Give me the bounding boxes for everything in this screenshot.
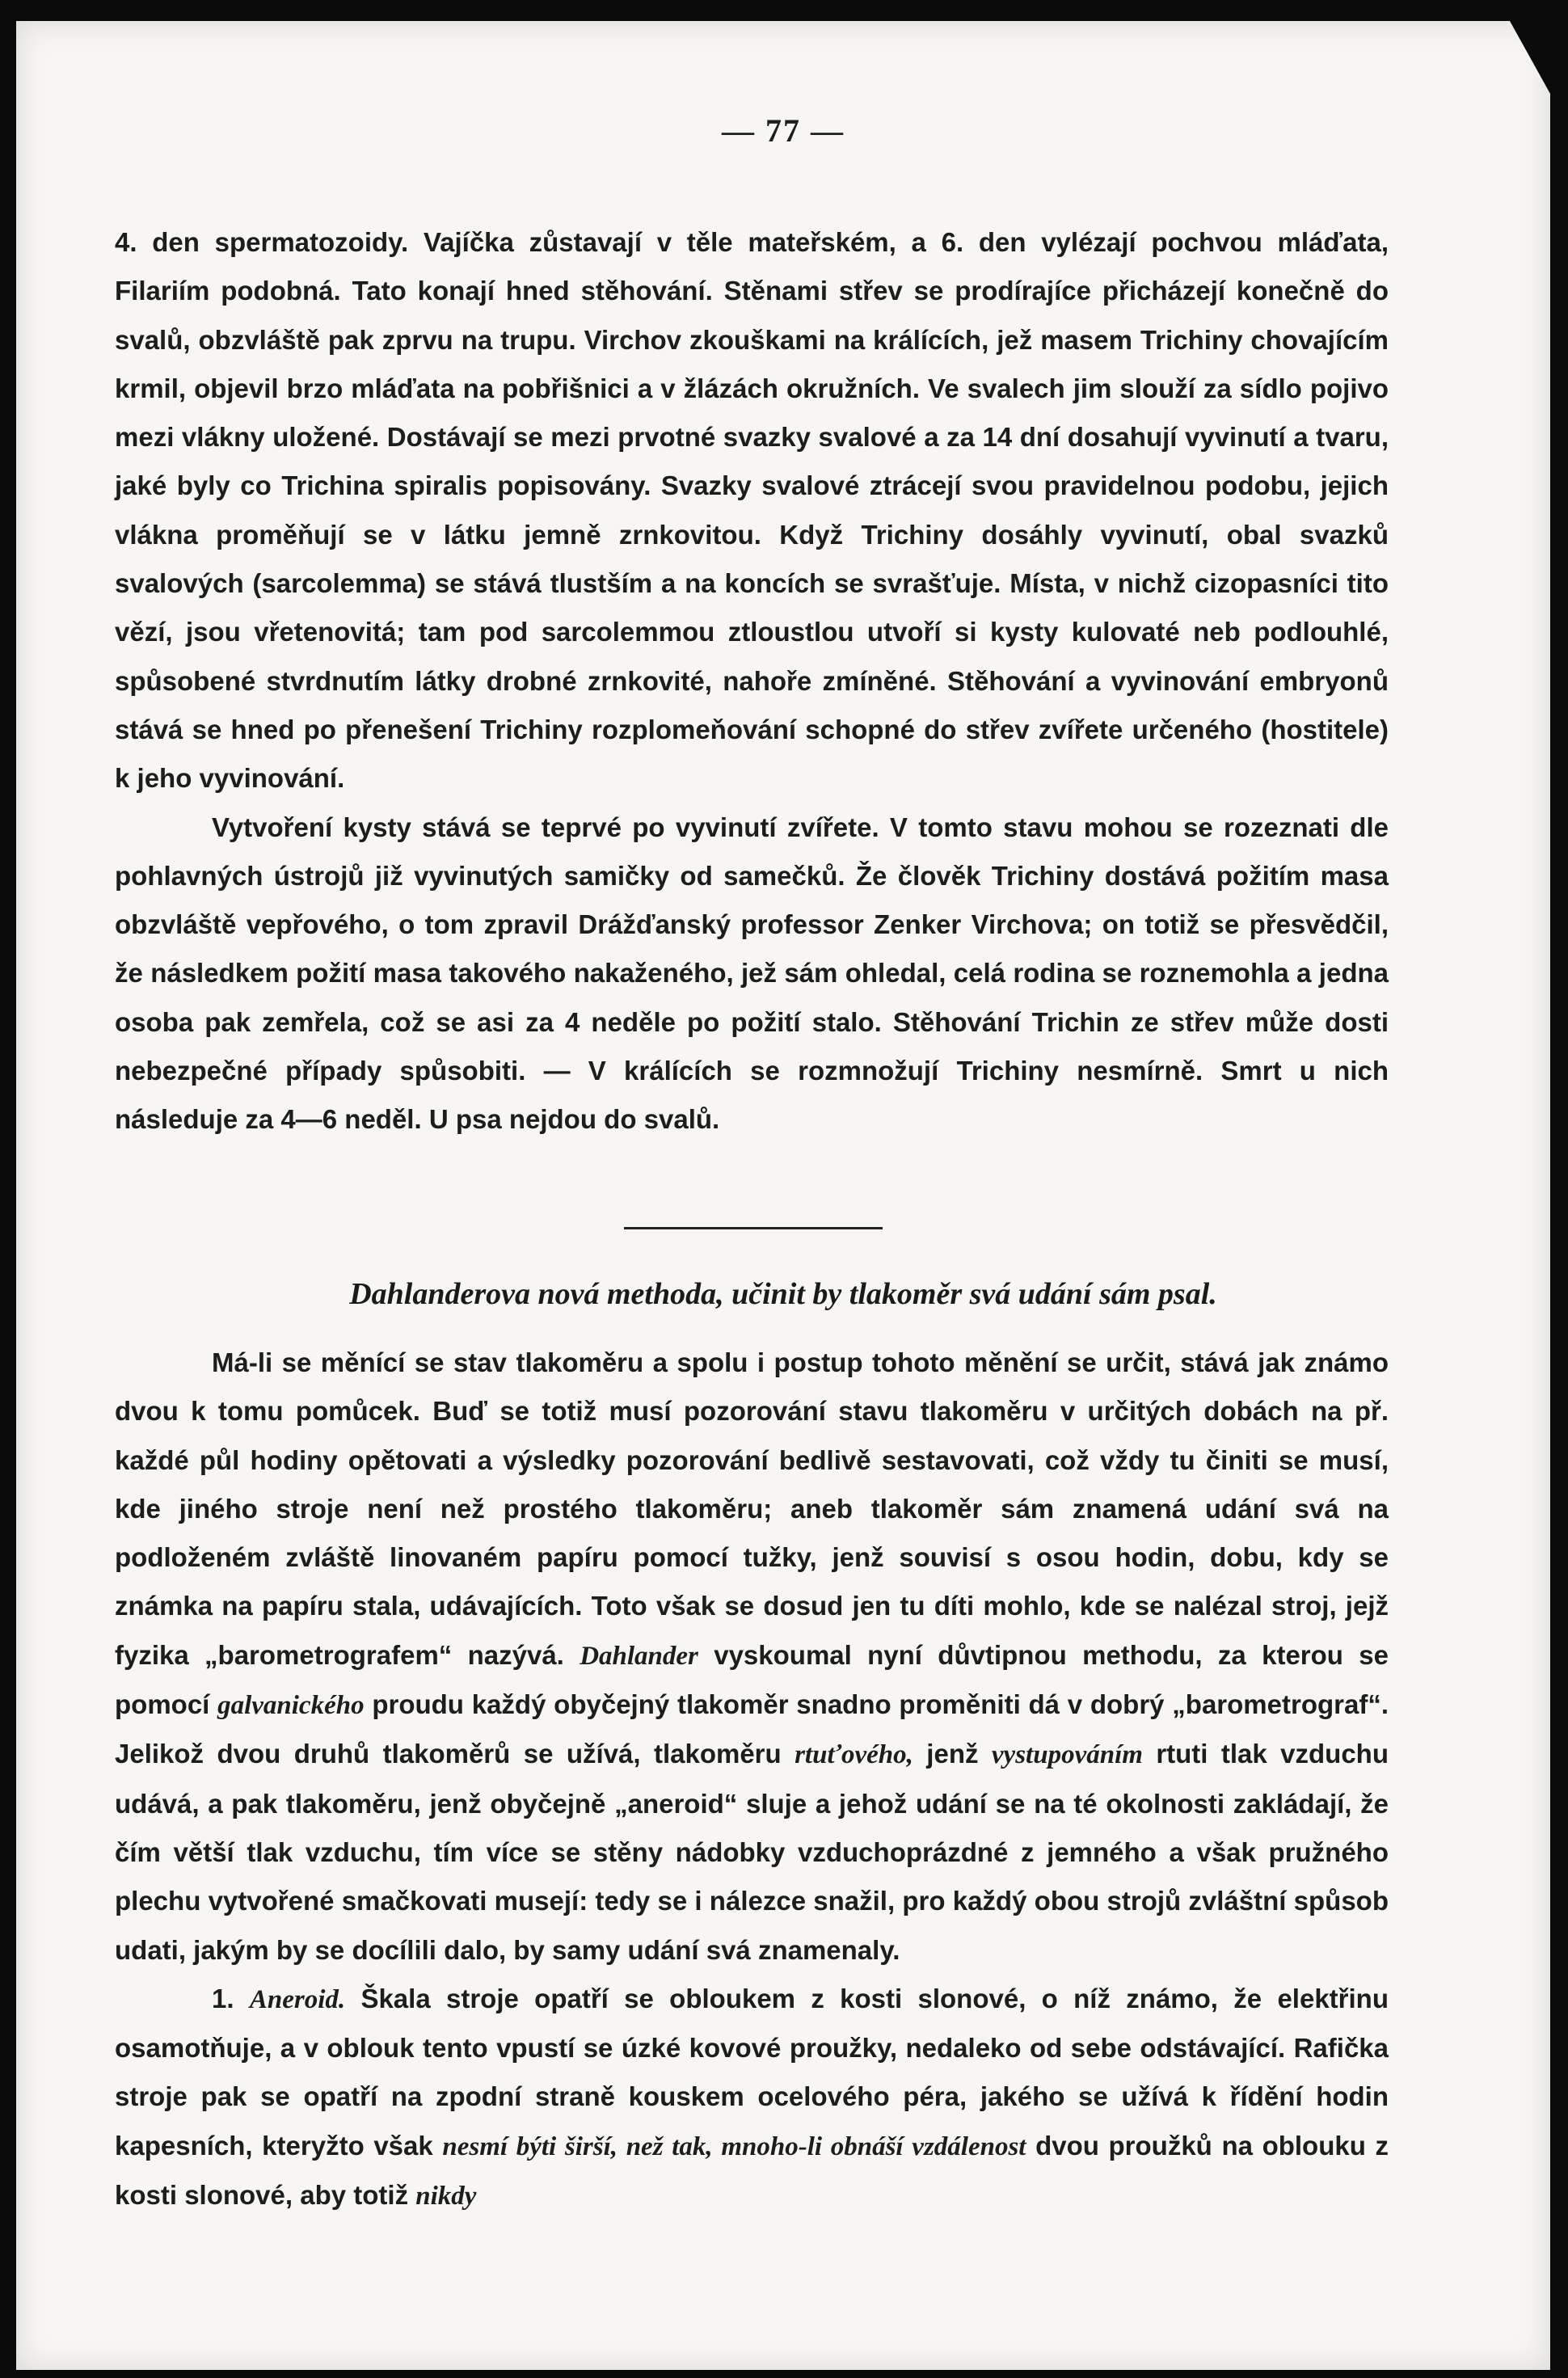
- text-run: Škala stroje opatří se obloukem z kosti slonové, o níž známo, že elektřinu osamotňuje, a v oblouk tento vpustí se úzké kovové proužky, nedaleko od sebe odstávající. Rafička stroje pak se opatří na zpodní straně kouskem ocelového péra, jakého se užívá k řídění hodin kapesních, kteryžto však: [115, 1983, 1389, 2161]
- section-divider: [624, 1227, 883, 1229]
- section-title: Dahlanderova nová methoda, učinit by tlakoměr svá udání sám psal.: [349, 1277, 1217, 1311]
- book-page: [16, 21, 1550, 2370]
- emphasis: rtuťového,: [795, 1740, 913, 1770]
- text-run: proudu každý obyčejný tlakoměr snadno proměniti dá v dobrý „barometrograf“. Jelikož dvou druhů tlakoměrů se užívá, tlakoměru: [115, 1689, 1389, 1769]
- emphasis: vystupováním: [991, 1740, 1143, 1770]
- emphasis: Aneroid.: [249, 1984, 346, 2014]
- paragraph: [115, 1339, 1389, 1975]
- paragraph: [115, 1975, 1389, 2220]
- emphasis: nesmí býti širší, než tak, mnoho-li obnáší vzdálenost: [442, 2131, 1026, 2161]
- folded-corner: [1510, 21, 1550, 94]
- text-run: jenž: [913, 1739, 992, 1769]
- section-trichina-text: [115, 218, 1389, 1145]
- text-run: Má-li se měnící se stav tlakoměru a spolu i postup tohoto měnění se určit, stává jak známo dvou k tomu pomůcek. Buď se totiž musí pozorování stavu tlakoměru v určitých dobách na př. každé půl hodiny opětovati a výsledky pozorování bedlivě sestavovati, což vždy tu činiti se musí, kde jiného stroje není než prostého tlakoměru; aneb tlakoměr sám znamená udání svá na podloženém zvláště linovaném papíru pomocí tužky, jenž souvisí s osou hodin, dobu, kdy se známka na papíru stala, udávajících. Toto však se dosud jen tu díti mohlo, kde se nalézal stroj, jejž fyzika „barometrografem“ nazývá.: [115, 1347, 1389, 1670]
- text-run: dvou proužků na oblouku z kosti slonové, aby totiž: [115, 2130, 1389, 2211]
- paragraph: 4. den spermatozoidy. Vajíčka zůstavají v těle mateřském, a 6. den vylézají pochvou mláďata, Filariím podobná. Tato konají hned stěhování. Stěnami střev se prodírajíce přicházejí konečně do svalů, obzvláště pak zprvu na trupu. Virchov zkouškami na králících, jež masem Trichiny chovajícím krmil, objevil brzo mláďata na pobřišnici a v žlázách okružních. Ve svalech jim slouží za sídlo pojivo mezi vlákny uložené. Dostávají se mezi prvotné svazky svalové a za 14 dní dosahují vyvinutí a tvaru, jaké byly co Trichina spiralis popisovány. Svazky svalové ztrácejí svou pravidelnou podobu, jejich vlákna proměňují se v látku jemně zrnkovitou. Když Trichiny dosáhly vyvinutí, obal svazků svalových (sarcolemma) se stává tlustším a na koncích se svrašťuje. Místa, v nichž cizopasníci tito vězí, jsou vřetenovitá; tam pod sarcolemmou ztloustlou utvoří si kysty kulovaté neb podlouhlé, spůsobené stvrdnutím látky drobné zrnkovité, nahoře zmíněné. Stěhování a vyvinování embryonů stává se hned po přenešení Trichiny rozplomeňování schopné do střev zvířete určeného (hostitele) k jeho vyvinování.: [115, 227, 1389, 794]
- section-dahlander-text: [115, 1339, 1389, 2220]
- page-number: — 77 —: [722, 112, 845, 149]
- emphasis: nikdy: [415, 2182, 477, 2211]
- emphasis: Dahlander: [580, 1641, 698, 1671]
- text-run: rtuti tlak vzduchu udává, a pak tlakoměru, jenž obyčejně „aneroid“ sluje a jehož udání se na té okolnosti zakládají, že čím větší tlak vzduchu, tím více se stěny nádobky vzduchoprázdné z jemného a však pružného plechu vytvořené smačkovati musejí: tedy se i nálezce snažil, pro každý obou strojů zvláštní spůsob udati, jakým by se docílili dalo, by samy udání svá znamenaly.: [115, 1739, 1389, 1965]
- emphasis: galvanického: [217, 1691, 365, 1721]
- text-run: 1.: [212, 1983, 250, 2013]
- text-run: vyskoumal nyní důvtipnou methodu, za kterou se pomocí: [115, 1639, 1389, 1720]
- paragraph: Vytvoření kysty stává se teprvé po vyvinutí zvířete. V tomto stavu mohou se rozeznati dle pohlavných ústrojů již vyvinutých samičky od samečků. Že člověk Trichiny dostává požitím masa obzvláště vepřového, o tom zpravil Drážďanský professor Zenker Virchova; on totiž se přesvědčil, že následkem požití masa takového nakaženého, jež sám ohledal, celá rodina se roznemohla a jedna osoba pak zemřela, což se asi za 4 neděle po požití stalo. Stěhování Trichin ze střev může dosti nebezpečné případy spůsobiti. — V králících se rozmnožují Trichiny nesmírně. Smrt u nich následuje za 4—6 neděl. U psa nejdou do svalů.: [115, 812, 1389, 1135]
